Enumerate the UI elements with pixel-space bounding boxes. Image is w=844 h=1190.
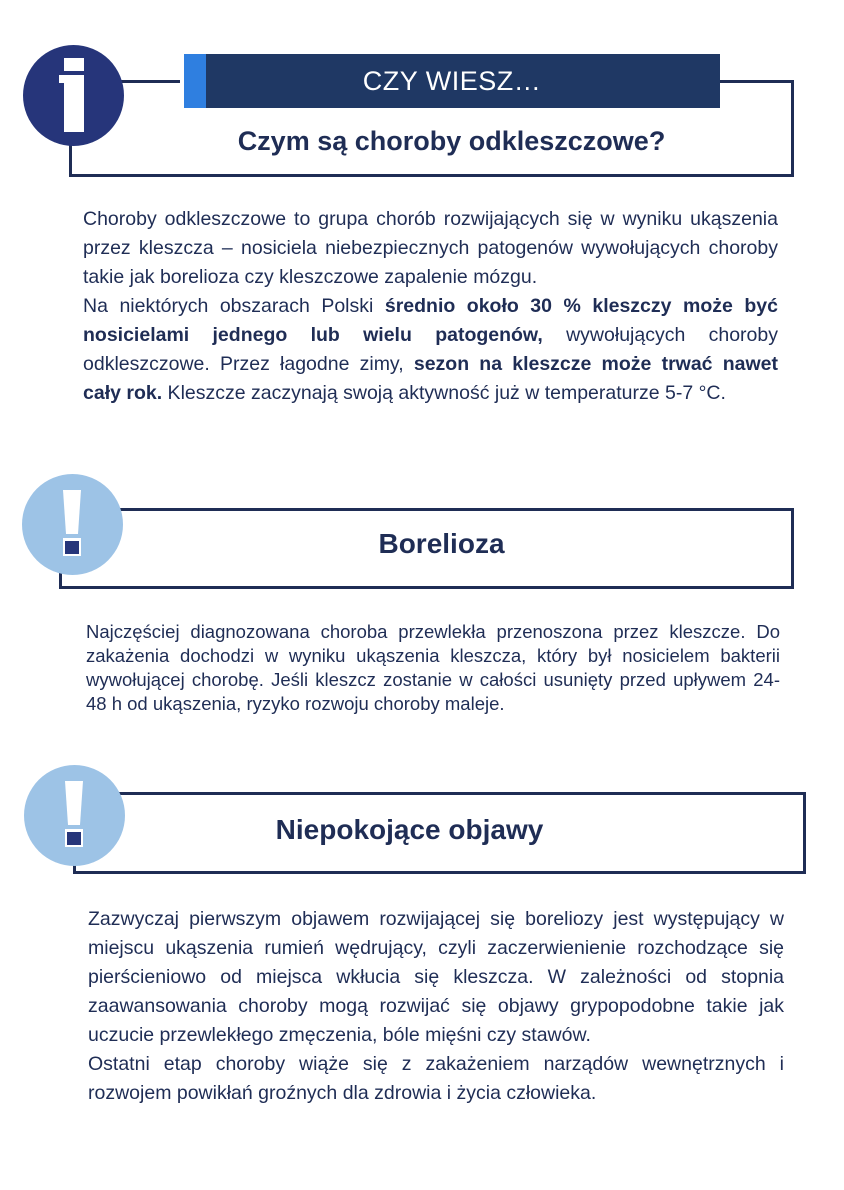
section-title-symptoms: Niepokojące objawy bbox=[275, 814, 544, 845]
symptoms-paragraph-2: Ostatni etap choroby wiąże się z zakażeniem narządów wewnętrznych i rozwojem powikłań groźnych dla zdrowia i życia człowieka. bbox=[88, 1053, 784, 1104]
exclamation-icon bbox=[24, 765, 125, 866]
info-icon bbox=[23, 45, 124, 146]
did-you-know-banner bbox=[184, 54, 720, 108]
banner-accent-stripe bbox=[184, 54, 206, 108]
borelioza-paragraph: Najczęściej diagnozowana choroba przewlekła przenoszona przez kleszcze. Do zakażenia dochodzi w wyniku ukąszenia kleszcza, który był nosicielem bakterii wywołującej chorobę. Jeśli kleszcz zostanie w całości usunięty przed upływem 24-48 h od ukąszenia, ryzyko rozwoju choroby maleje. bbox=[86, 621, 780, 714]
exclamation-icon bbox=[22, 474, 123, 575]
symptoms-text bbox=[88, 905, 784, 1108]
section-title-borelioza: Borelioza bbox=[378, 528, 505, 559]
symptoms-paragraph-1: Zazwyczaj pierwszym objawem rozwijającej się boreliozy jest występujący w miejscu ukąszenia rumień wędrujący, czyli zaczerwienienie rozchodzące się pierścieniowo od miejsca wkłucia się kleszcza. W zależności od stopnia zaawansowania choroby mogą rozwijać się objawy grypopodobne takie jak uczucie przewlekłego zmęczenia, bóle mięśni czy stawów. bbox=[88, 908, 784, 1046]
borelioza-text bbox=[86, 620, 780, 716]
emphasis-season: sezon na kleszcze może trwać nawet cały rok. bbox=[83, 353, 778, 404]
intro-paragraph-2: Na niektórych obszarach Polski średnio około 30 % kleszczy może być nosicielami jednego lub wielu patogenów, wywołujących choroby odkleszczowe. Przez łagodne zimy, sezon na kleszcze może trwać nawet cały rok. Kleszcze zaczynają swoją aktywność już w temperaturze 5-7 °C. bbox=[83, 295, 778, 404]
intro-paragraph-1: Choroby odkleszczowe to grupa chorób rozwijających się w wyniku ukąszenia przez kleszcza – nosiciela niebezpiecznych patogenów wywołujących choroby takie jak borelioza czy kleszczowe zapalenie mózgu. bbox=[83, 208, 778, 288]
section-title-tick-diseases: Czym są choroby odkleszczowe? bbox=[237, 126, 666, 156]
banner-text: CZY WIESZ… bbox=[362, 65, 542, 96]
emphasis-ticks-percentage: średnio około 30 % kleszczy może być nosicielami jednego lub wielu patogenów, bbox=[83, 295, 778, 346]
intro-text bbox=[83, 205, 778, 408]
